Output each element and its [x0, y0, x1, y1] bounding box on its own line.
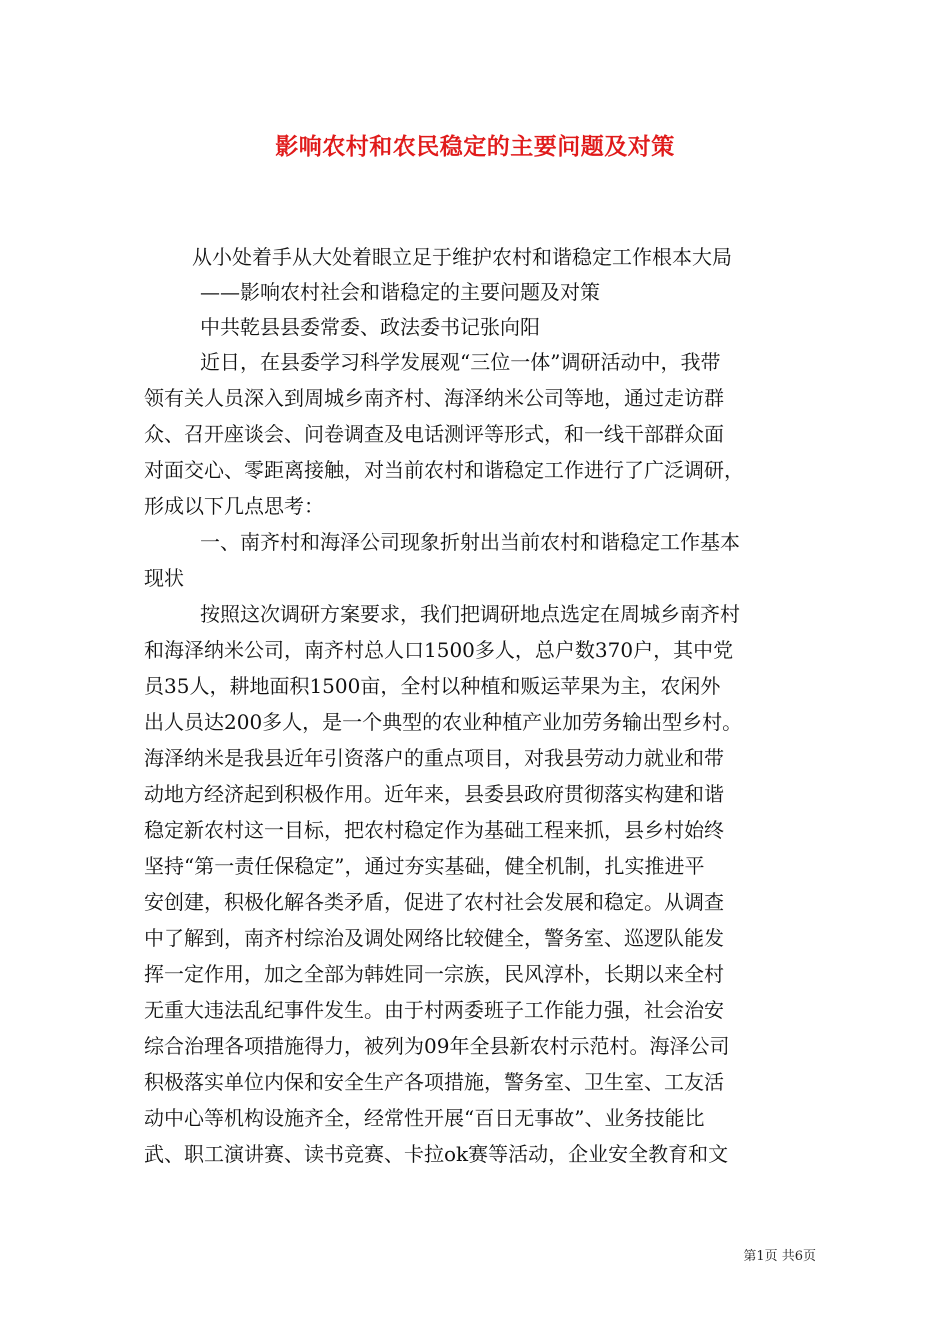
body-line: 无重大违法乱纪事件发生。由于村两委班子工作能力强，社会治安	[144, 998, 724, 1022]
body-line: 出人员达200多人，是一个典型的农业种植产业加劳务输出型乡村。	[144, 710, 743, 734]
page-number: 第1页 共6页	[743, 1249, 816, 1264]
body-line: 稳定新农村这一目标，把农村稳定作为基础工程来抓，县乡村始终	[144, 818, 724, 842]
subtitle-line: 从小处着手从大处着眼立足于维护农村和谐稳定工作根本大局	[192, 245, 732, 269]
body-line: 员35人，耕地面积1500亩，全村以种植和贩运苹果为主，农闲外	[144, 674, 721, 698]
body-line: 和海泽纳米公司，南齐村总人口1500多人，总户数370户，其中党	[144, 638, 734, 662]
section-heading: 一、南齐村和海泽公司现象折射出当前农村和谐稳定工作基本	[200, 530, 740, 554]
body-line: 动中心等机构设施齐全，经常性开展“百日无事故”、业务技能比	[144, 1106, 705, 1130]
body-line: 众、召开座谈会、问卷调查及电话测评等形式，和一线干部群众面	[144, 422, 724, 446]
body-line: 安创建，积极化解各类矛盾，促进了农村社会发展和稳定。从调查	[144, 890, 724, 914]
body-line: 领有关人员深入到周城乡南齐村、海泽纳米公司等地，通过走访群	[144, 386, 724, 410]
document-title: 影响农村和农民稳定的主要问题及对策	[275, 133, 675, 160]
body-line: 对面交心、零距离接触，对当前农村和谐稳定工作进行了广泛调研，	[144, 458, 744, 482]
section-heading: 现状	[144, 566, 184, 590]
body-line: 按照这次调研方案要求，我们把调研地点选定在周城乡南齐村	[200, 602, 740, 626]
body-line: 动地方经济起到积极作用。近年来，县委县政府贯彻落实构建和谐	[144, 782, 724, 806]
body-line: 形成以下几点思考：	[144, 494, 324, 518]
author-line: 中共乾县县委常委、政法委书记张向阳	[200, 315, 540, 339]
body-line: 中了解到，南齐村综治及调处网络比较健全，警务室、巡逻队能发	[144, 926, 724, 950]
subtitle-line-2: ——影响农村社会和谐稳定的主要问题及对策	[200, 280, 600, 304]
body-line: 近日，在县委学习科学发展观“三位一体”调研活动中，我带	[200, 350, 721, 374]
body-line: 海泽纳米是我县近年引资落户的重点项目，对我县劳动力就业和带	[144, 746, 724, 770]
body-line: 积极落实单位内保和安全生产各项措施，警务室、卫生室、工友活	[144, 1070, 724, 1094]
body-line: 坚持“第一责任保稳定”，通过夯实基础，健全机制，扎实推进平	[144, 854, 705, 878]
body-line: 挥一定作用，加之全部为韩姓同一宗族，民风淳朴，长期以来全村	[144, 962, 724, 986]
body-line: 综合治理各项措施得力，被列为09年全县新农村示范村。海泽公司	[144, 1034, 730, 1058]
body-line: 武、职工演讲赛、读书竞赛、卡拉ok赛等活动，企业安全教育和文	[144, 1142, 729, 1166]
